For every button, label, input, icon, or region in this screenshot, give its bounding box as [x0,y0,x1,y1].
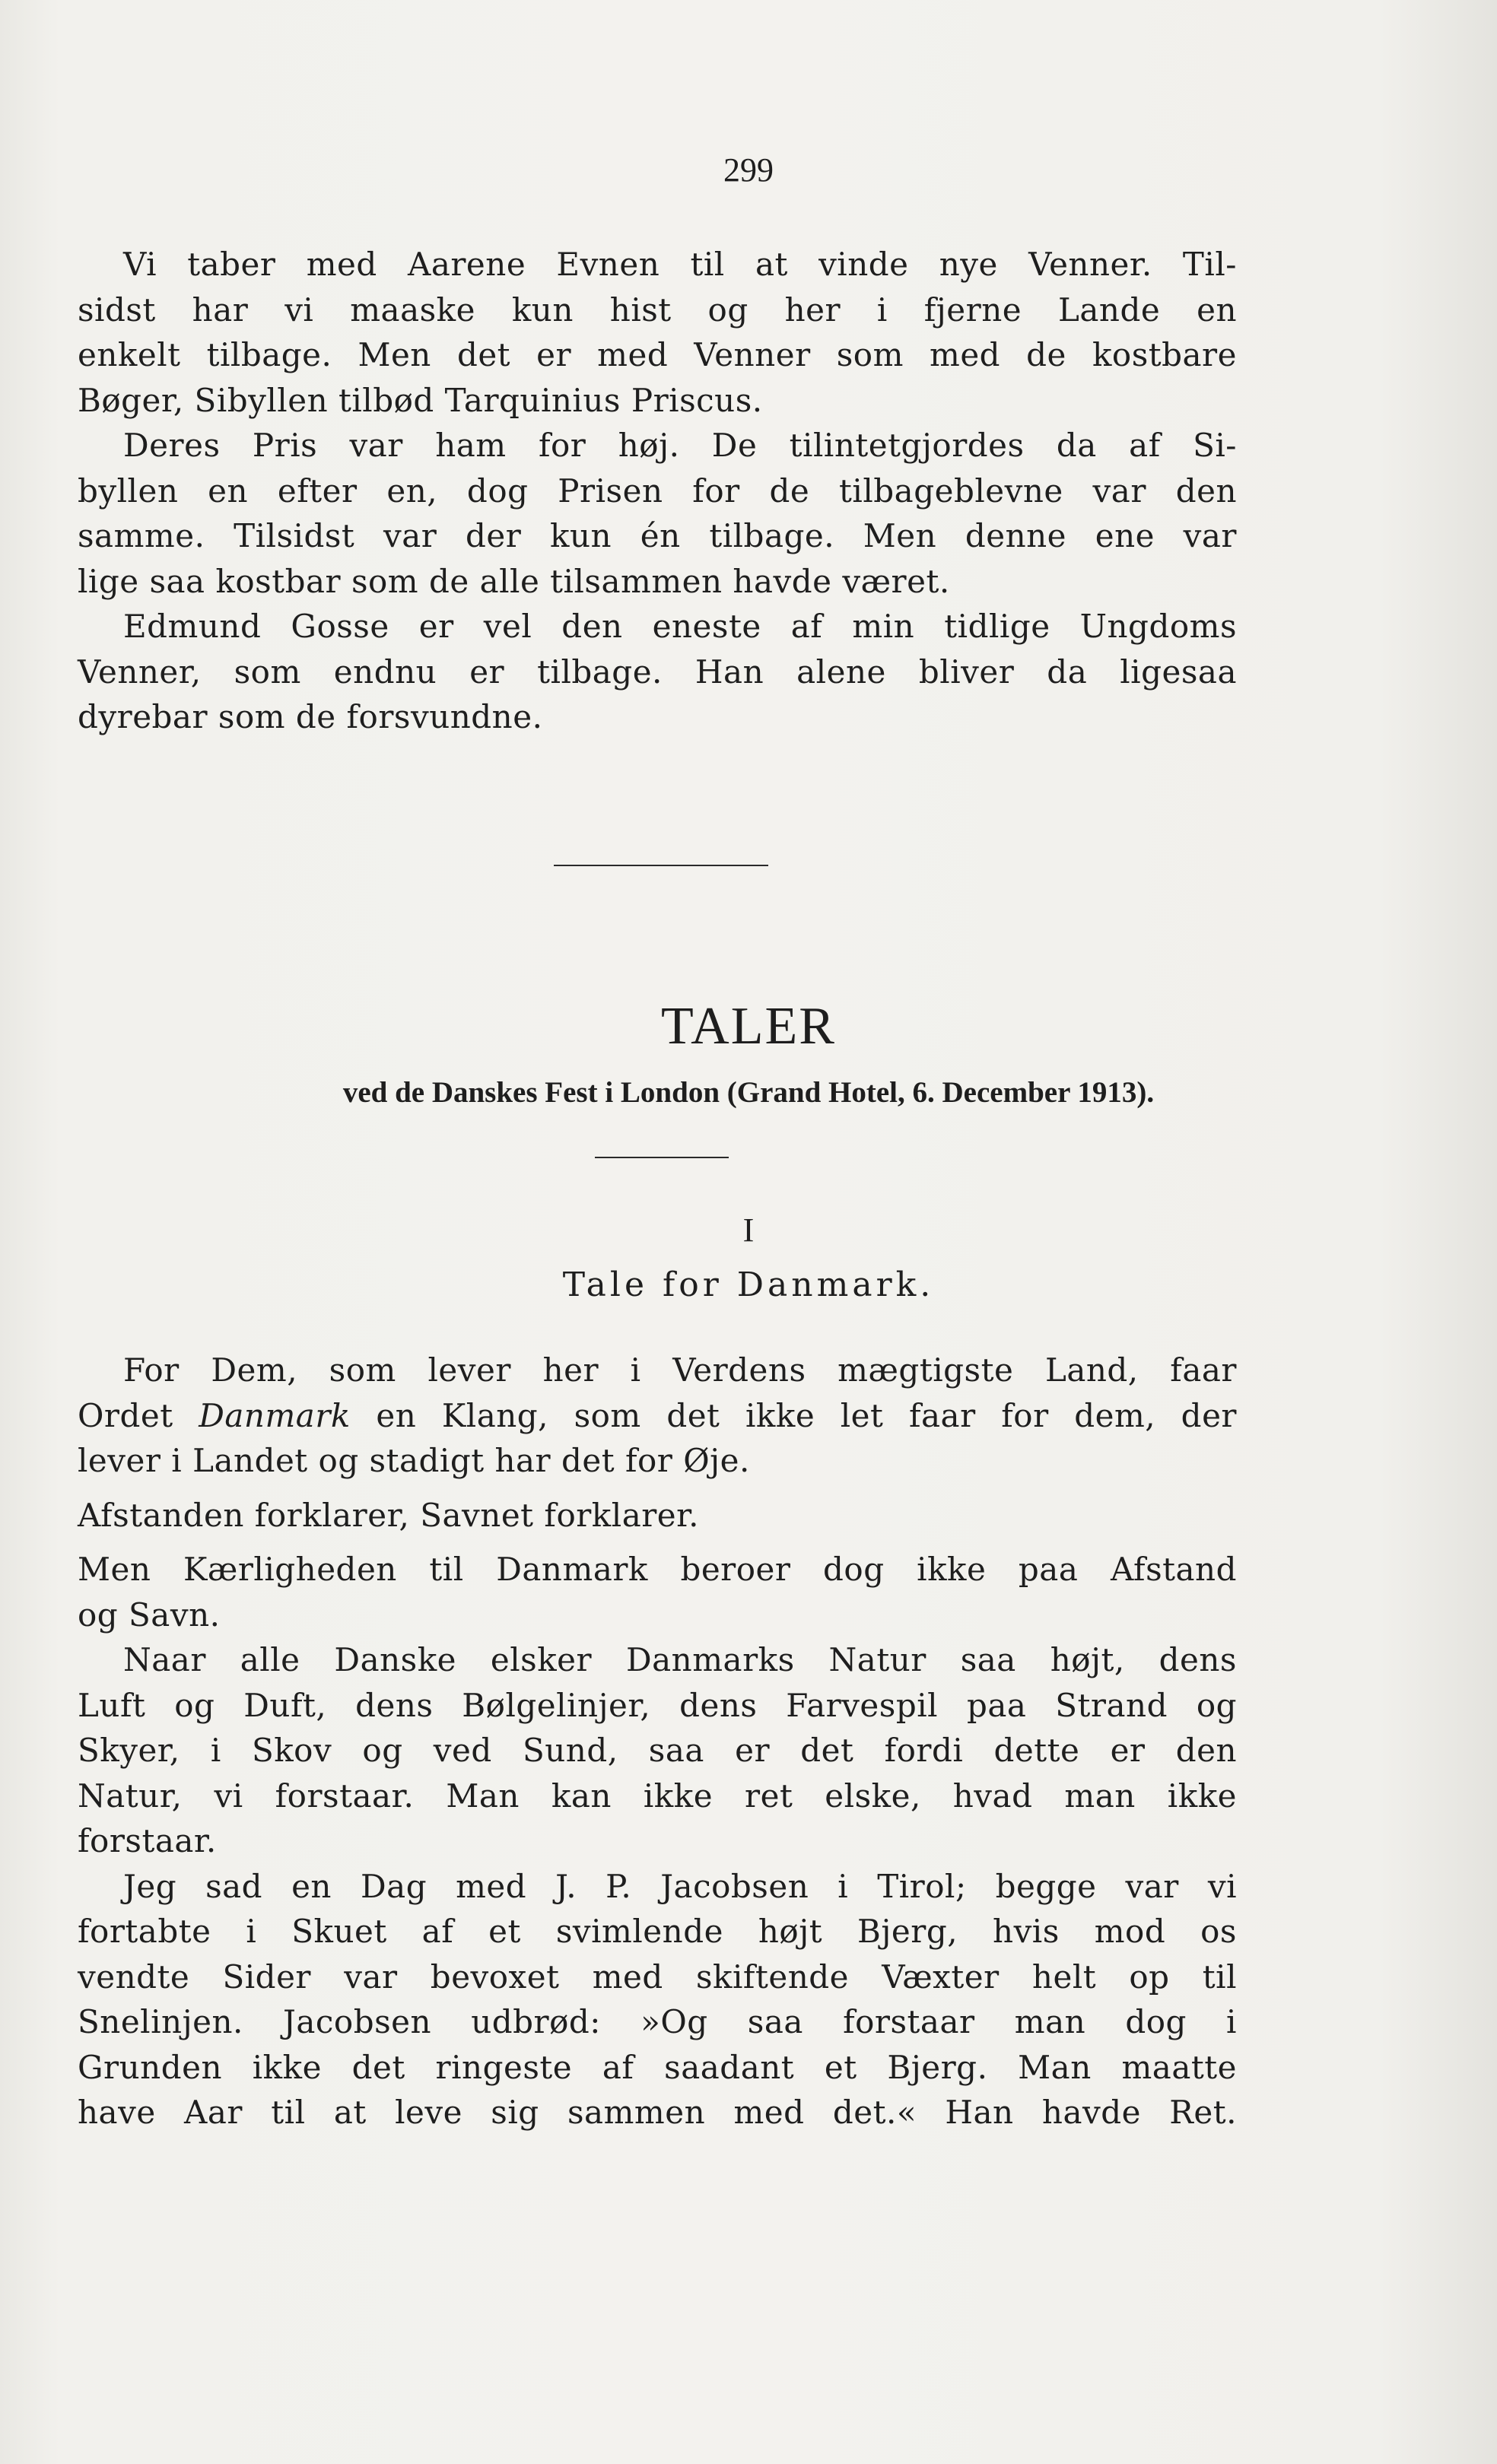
text-line: Edmund Gosse er vel den eneste af min tidlige Ungdoms [123,608,1237,645]
text-line: Venner, som endnu er tilbage. Han alene bliver da ligesaa [78,653,1237,691]
page-number: 299 [723,151,774,189]
text-line: lever i Landet og stadigt har det for Øje. [78,1442,750,1479]
text-line-with-emphasis [78,1393,1237,1439]
text-line: Natur, vi forstaar. Man kan ikke ret elske, hvad man ikke [78,1777,1237,1815]
text-line: samme. Tilsidst var der kun én tilbage. Men denne ene var [78,517,1237,554]
section-divider [554,865,768,866]
text-line: Men Kærligheden til Danmark beroer dog ikke paa Afstand [78,1551,1237,1588]
paragraph [78,604,1237,740]
text-line: Jeg sad en Dag med J. P. Jacobsen i Tirol; begge var vi [123,1867,1237,1905]
text-line: Bøger, Sibyllen tilbød Tarquinius Priscus. [78,381,763,419]
subtitle-divider [595,1157,729,1158]
text-line: enkelt tilbage. Men det er med Venner som med de kostbare [78,336,1237,373]
text-line: forstaar. [78,1822,217,1859]
text-line: Luft og Duft, dens Bølgelinjer, dens Farvespil paa Strand og [78,1686,1237,1724]
section-title: TALER [661,997,836,1056]
text-line: Snelinjen. Jacobsen udbrød: »Og saa forstaar man dog i [78,2003,1237,2040]
text-line: og Savn. [78,1596,221,1634]
text-line: lige saa kostbar som de alle tilsammen havde været. [78,562,950,600]
text-line: dyrebar som de forsvundne. [78,698,543,735]
text-line: Afstanden forklarer, Savnet forklarer. [78,1496,699,1534]
text-line: byllen en efter en, dog Prisen for de tilbageblevne var den [78,472,1237,510]
paragraph [78,1864,1237,2135]
speech-number: I [742,1211,755,1249]
paragraph [78,1547,1237,1637]
text-fragment: Ordet [78,1396,199,1434]
text-line: Deres Pris var ham for høj. De tilintetgjordes da af Si- [123,427,1237,464]
text-line: Vi taber med Aarene Evnen til at vinde nye Venner. Til- [123,246,1237,283]
paragraph [78,1493,1237,1538]
text-line: For Dem, som lever her i Verdens mægtigste Land, faar [123,1351,1237,1389]
text-fragment: en Klang, som det ikke let faar for dem, der [350,1396,1237,1434]
text-line: sidst har vi maaske kun hist og her i fjerne Lande en [78,291,1237,329]
paragraph [78,242,1237,423]
emphasized-word: Danmark [199,1396,351,1434]
text-line: Grunden ikke det ringeste af saadant et Bjerg. Man maatte [78,2048,1237,2086]
paragraph [78,423,1237,604]
intro-text [78,242,1237,740]
paragraph [78,1637,1237,1864]
paragraph [78,1348,1237,1484]
text-line: Naar alle Danske elsker Danmarks Natur saa højt, dens [123,1641,1237,1678]
speech-title: Tale for Danmark. [562,1265,935,1304]
text-line: Skyer, i Skov og ved Sund, saa er det fordi dette er den [78,1732,1237,1769]
text-line: fortabte i Skuet af et svimlende højt Bjerg, hvis mod os [78,1913,1237,1950]
text-line: have Aar til at leve sig sammen med det.« Han havde Ret. [78,2094,1237,2131]
section-subtitle: ved de Danskes Fest i London (Grand Hotel, 6. December 1913). [342,1076,1155,1109]
text-line: vendte Sider var bevoxet med skiftende Væxter helt op til [78,1958,1237,1996]
speech-text [78,1348,1237,2135]
